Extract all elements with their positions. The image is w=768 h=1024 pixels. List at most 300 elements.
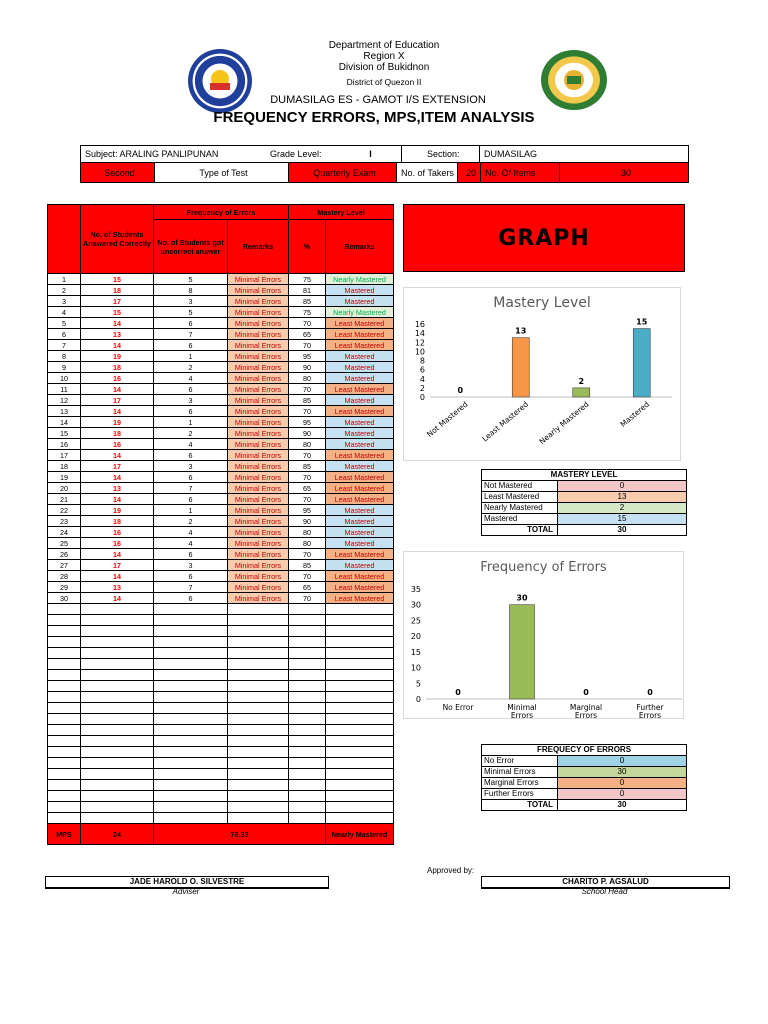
correct-count: 14 [81, 549, 154, 560]
graph-label: GRAPH [498, 225, 590, 251]
mastery-chart [403, 287, 681, 461]
error-remarks: Minimal Errors [228, 384, 289, 395]
empty-row [48, 604, 394, 615]
summary-total-value: 30 [558, 800, 687, 811]
percent: 70 [289, 472, 326, 483]
summary-label: No Error [482, 756, 558, 767]
incorrect-count: 6 [154, 318, 228, 329]
percent: 70 [289, 549, 326, 560]
correct-count: 17 [81, 395, 154, 406]
table-row [48, 593, 394, 604]
incorrect-count: 3 [154, 560, 228, 571]
incorrect-count: 7 [154, 483, 228, 494]
error-remarks: Minimal Errors [228, 549, 289, 560]
summary-value: 0 [558, 756, 687, 767]
incorrect-count: 6 [154, 571, 228, 582]
summary-row [482, 767, 687, 778]
category-label: Errors [510, 711, 534, 718]
school-head-name: CHARITO P. AGSALUD [481, 876, 730, 889]
data-label: 15 [636, 317, 648, 327]
percent: 70 [289, 318, 326, 329]
table-row [48, 549, 394, 560]
y-tick-label: 25 [410, 616, 421, 626]
percent: 65 [289, 329, 326, 340]
empty-row [48, 648, 394, 659]
empty-row [48, 802, 394, 813]
item-number: 8 [48, 351, 81, 362]
empty-row [48, 736, 394, 747]
summary-total-value: 30 [558, 525, 687, 536]
category-label: Nearly Mastered [537, 399, 591, 447]
mastery-remarks: Mastered [326, 296, 394, 307]
table-header-row [48, 205, 394, 220]
correct-count: 18 [81, 428, 154, 439]
error-remarks: Minimal Errors [228, 340, 289, 351]
table-row [48, 351, 394, 362]
mastery-remarks: Mastered [326, 527, 394, 538]
correct-count: 13 [81, 582, 154, 593]
mps-row [48, 824, 394, 845]
mastery-remarks: Nearly Mastered [326, 274, 394, 285]
incorrect-count: 5 [154, 307, 228, 318]
table-row [48, 472, 394, 483]
header-mastery-remarks: Remarks [326, 220, 394, 274]
empty-row [48, 670, 394, 681]
data-label: 0 [455, 688, 461, 697]
error-remarks: Minimal Errors [228, 538, 289, 549]
item-number: 9 [48, 362, 81, 373]
mastery-remarks: Least Mastered [326, 549, 394, 560]
table-row [48, 494, 394, 505]
correct-count: 16 [81, 439, 154, 450]
mps-correct: 24 [81, 824, 154, 845]
error-remarks: Minimal Errors [228, 461, 289, 472]
percent: 85 [289, 461, 326, 472]
data-label: 0 [457, 386, 464, 395]
item-number: 22 [48, 505, 81, 516]
percent: 70 [289, 384, 326, 395]
takers-value: 20 [457, 163, 480, 182]
header-frequency-errors: Frequency of Errors [154, 205, 289, 220]
empty-row [48, 615, 394, 626]
correct-count: 13 [81, 329, 154, 340]
table-row [48, 428, 394, 439]
section-value: DUMASILAG [479, 146, 688, 162]
error-remarks: Minimal Errors [228, 560, 289, 571]
percent: 80 [289, 527, 326, 538]
table-row [48, 318, 394, 329]
table-row [48, 340, 394, 351]
error-remarks: Minimal Errors [228, 296, 289, 307]
mastery-remarks: Mastered [326, 417, 394, 428]
adviser-name: JADE HAROLD O. SILVESTRE [45, 876, 329, 889]
item-number: 7 [48, 340, 81, 351]
correct-count: 14 [81, 494, 154, 505]
incorrect-count: 4 [154, 439, 228, 450]
incorrect-count: 3 [154, 461, 228, 472]
info-row-subject [80, 145, 689, 163]
table-row [48, 329, 394, 340]
header-district: District of Quezon II [346, 77, 422, 87]
percent: 90 [289, 428, 326, 439]
mastery-remarks: Least Mastered [326, 318, 394, 329]
error-remarks: Minimal Errors [228, 483, 289, 494]
item-number: 16 [48, 439, 81, 450]
empty-row [48, 791, 394, 802]
table-row [48, 461, 394, 472]
item-number: 26 [48, 549, 81, 560]
incorrect-count: 6 [154, 340, 228, 351]
item-number: 11 [48, 384, 81, 395]
mps-label: MPS [48, 824, 81, 845]
mastery-remarks: Nearly Mastered [326, 307, 394, 318]
page-title: FREQUENCY ERRORS, MPS,ITEM ANALYSIS [213, 109, 535, 126]
summary-row [482, 756, 687, 767]
mastery-remarks: Mastered [326, 351, 394, 362]
empty-row [48, 692, 394, 703]
item-number: 21 [48, 494, 81, 505]
error-remarks: Minimal Errors [228, 593, 289, 604]
item-number: 13 [48, 406, 81, 417]
percent: 95 [289, 351, 326, 362]
bar [510, 605, 535, 699]
data-label: 13 [515, 326, 527, 336]
error-remarks: Minimal Errors [228, 450, 289, 461]
mastery-remarks: Mastered [326, 560, 394, 571]
y-tick-label: 10 [414, 347, 425, 357]
incorrect-count: 6 [154, 549, 228, 560]
item-number: 27 [48, 560, 81, 571]
table-row [48, 362, 394, 373]
mastery-chart-svg [404, 288, 680, 460]
correct-count: 15 [81, 274, 154, 285]
summary-label: Nearly Mastered [482, 503, 558, 514]
header-percent: % [289, 220, 326, 274]
error-remarks: Minimal Errors [228, 494, 289, 505]
table-row [48, 274, 394, 285]
incorrect-count: 1 [154, 505, 228, 516]
header-division: Division of Bukidnon [338, 62, 430, 73]
incorrect-count: 7 [154, 329, 228, 340]
incorrect-count: 6 [154, 593, 228, 604]
percent: 70 [289, 571, 326, 582]
item-number: 10 [48, 373, 81, 384]
percent: 95 [289, 505, 326, 516]
approved-by-label: Approved by: [427, 866, 475, 875]
error-remarks: Minimal Errors [228, 318, 289, 329]
mastery-remarks: Least Mastered [326, 494, 394, 505]
incorrect-count: 2 [154, 428, 228, 439]
empty-row [48, 626, 394, 637]
header-incorrect: No. of Students got uncorrect answer [154, 220, 228, 274]
summary-label: Marginal Errors [482, 778, 558, 789]
percent: 95 [289, 417, 326, 428]
empty-row [48, 747, 394, 758]
percent: 65 [289, 582, 326, 593]
summary-label: Further Errors [482, 789, 558, 800]
mastery-remarks: Least Mastered [326, 450, 394, 461]
mastery-remarks: Least Mastered [326, 384, 394, 395]
correct-count: 14 [81, 450, 154, 461]
error-remarks: Minimal Errors [228, 571, 289, 582]
bar [633, 329, 650, 397]
category-label: Errors [574, 711, 598, 718]
bar [512, 338, 529, 397]
summary-row [482, 778, 687, 789]
mastery-remarks: Least Mastered [326, 472, 394, 483]
error-remarks: Minimal Errors [228, 428, 289, 439]
mastery-remarks: Least Mastered [326, 593, 394, 604]
item-number: 28 [48, 571, 81, 582]
mastery-remarks: Least Mastered [326, 406, 394, 417]
items-value: 30 [559, 163, 688, 182]
mastery-remarks: Least Mastered [326, 329, 394, 340]
y-tick-label: 10 [410, 663, 421, 673]
mastery-remarks: Mastered [326, 439, 394, 450]
y-tick-label: 0 [419, 393, 425, 402]
correct-count: 14 [81, 593, 154, 604]
table-row [48, 582, 394, 593]
errors-summary-table [481, 744, 687, 811]
correct-count: 15 [81, 307, 154, 318]
percent: 70 [289, 406, 326, 417]
correct-count: 18 [81, 516, 154, 527]
subject-cell: Subject: ARALING PANLIPUNAN [85, 149, 219, 159]
data-label: 0 [647, 688, 653, 697]
mastery-remarks: Least Mastered [326, 340, 394, 351]
error-remarks: Minimal Errors [228, 439, 289, 450]
table-row [48, 307, 394, 318]
y-tick-label: 4 [419, 374, 425, 384]
correct-count: 13 [81, 483, 154, 494]
mastery-remarks: Least Mastered [326, 571, 394, 582]
percent: 75 [289, 274, 326, 285]
table-row [48, 538, 394, 549]
y-tick-label: 35 [410, 585, 421, 594]
incorrect-count: 8 [154, 285, 228, 296]
incorrect-count: 1 [154, 351, 228, 362]
incorrect-count: 6 [154, 494, 228, 505]
incorrect-count: 6 [154, 406, 228, 417]
error-remarks: Minimal Errors [228, 395, 289, 406]
percent: 70 [289, 340, 326, 351]
y-tick-label: 14 [414, 329, 425, 339]
y-tick-label: 6 [419, 365, 425, 375]
incorrect-count: 4 [154, 373, 228, 384]
summary-row [482, 492, 687, 503]
mastery-remarks: Mastered [326, 516, 394, 527]
header-remarks: Remarks [228, 220, 289, 274]
category-label: Errors [638, 711, 662, 718]
correct-count: 19 [81, 351, 154, 362]
table-row [48, 450, 394, 461]
percent: 65 [289, 483, 326, 494]
category-label: Marginal [569, 703, 603, 712]
incorrect-count: 6 [154, 450, 228, 461]
table-row [48, 285, 394, 296]
correct-count: 14 [81, 318, 154, 329]
info-row-test [80, 162, 689, 183]
summary-value: 15 [558, 514, 687, 525]
correct-count: 16 [81, 527, 154, 538]
item-number: 20 [48, 483, 81, 494]
summary-value: 0 [558, 778, 687, 789]
percent: 85 [289, 395, 326, 406]
mastery-remarks: Mastered [326, 285, 394, 296]
mps-percent: 78.33 [154, 824, 326, 845]
type-value: Quarterly Exam [288, 163, 396, 182]
error-remarks: Minimal Errors [228, 516, 289, 527]
incorrect-count: 4 [154, 538, 228, 549]
mastery-remarks: Mastered [326, 461, 394, 472]
section-label: Section: [401, 146, 479, 162]
item-number: 25 [48, 538, 81, 549]
category-label: Least Mastered [480, 399, 531, 444]
incorrect-count: 6 [154, 384, 228, 395]
category-label: Mastered [618, 399, 652, 429]
empty-row [48, 659, 394, 670]
error-remarks: Minimal Errors [228, 406, 289, 417]
grade-label: Grade Level: [270, 149, 322, 159]
mastery-remarks: Mastered [326, 538, 394, 549]
correct-count: 16 [81, 373, 154, 384]
item-number: 18 [48, 461, 81, 472]
correct-count: 17 [81, 560, 154, 571]
table-row [48, 571, 394, 582]
error-remarks: Minimal Errors [228, 505, 289, 516]
item-number: 23 [48, 516, 81, 527]
error-remarks: Minimal Errors [228, 285, 289, 296]
percent: 90 [289, 362, 326, 373]
error-remarks: Minimal Errors [228, 274, 289, 285]
summary-total-label: TOTAL [482, 800, 558, 811]
summary-row [482, 481, 687, 492]
summary-row [482, 789, 687, 800]
incorrect-count: 1 [154, 417, 228, 428]
summary-value: 13 [558, 492, 687, 503]
summary-total-label: TOTAL [482, 525, 558, 536]
takers-label: No. of Takers [396, 163, 457, 182]
y-tick-label: 0 [415, 695, 421, 704]
empty-row [48, 813, 394, 824]
category-label: No Error [442, 703, 474, 712]
correct-count: 17 [81, 461, 154, 472]
summary-row [482, 503, 687, 514]
incorrect-count: 7 [154, 582, 228, 593]
adviser-role: Adviser [172, 887, 200, 896]
percent: 70 [289, 494, 326, 505]
correct-count: 19 [81, 417, 154, 428]
type-label: Type of Test [154, 163, 288, 182]
empty-row [48, 758, 394, 769]
item-number: 15 [48, 428, 81, 439]
empty-row [48, 780, 394, 791]
category-label: Minimal [507, 703, 537, 712]
frequency-chart-svg [404, 552, 683, 718]
item-number: 19 [48, 472, 81, 483]
incorrect-count: 5 [154, 274, 228, 285]
error-remarks: Minimal Errors [228, 417, 289, 428]
item-number: 30 [48, 593, 81, 604]
data-label: 0 [583, 688, 589, 697]
empty-row [48, 714, 394, 725]
mastery-remarks: Mastered [326, 428, 394, 439]
table-row [48, 560, 394, 571]
table-row [48, 384, 394, 395]
summary-label: Mastered [482, 514, 558, 525]
summary-total-row [482, 525, 687, 536]
correct-count: 19 [81, 505, 154, 516]
items-label: No. Of Items [480, 163, 559, 182]
item-number: 29 [48, 582, 81, 593]
y-tick-label: 5 [415, 679, 421, 689]
mastery-remarks: Least Mastered [326, 582, 394, 593]
quarter-cell: Second [81, 163, 154, 182]
y-tick-label: 30 [410, 600, 421, 610]
frequency-chart-title: Frequency of Errors [480, 560, 607, 575]
empty-row [48, 681, 394, 692]
y-tick-label: 20 [410, 632, 421, 642]
summary-value: 0 [558, 481, 687, 492]
correct-count: 14 [81, 384, 154, 395]
incorrect-count: 2 [154, 362, 228, 373]
item-number: 17 [48, 450, 81, 461]
summary-value: 0 [558, 789, 687, 800]
table-row [48, 373, 394, 384]
item-number: 2 [48, 285, 81, 296]
summary-total-row [482, 800, 687, 811]
error-remarks: Minimal Errors [228, 472, 289, 483]
empty-row [48, 637, 394, 648]
bar [573, 388, 590, 397]
incorrect-count: 4 [154, 527, 228, 538]
item-analysis-table [47, 204, 394, 845]
item-number: 3 [48, 296, 81, 307]
percent: 80 [289, 439, 326, 450]
correct-count: 18 [81, 362, 154, 373]
summary-label: Minimal Errors [482, 767, 558, 778]
table-row [48, 516, 394, 527]
y-tick-label: 16 [414, 320, 425, 329]
errors-summary-title: FREQUECY OF ERRORS [482, 745, 687, 756]
error-remarks: Minimal Errors [228, 582, 289, 593]
correct-count: 18 [81, 285, 154, 296]
table-row [48, 527, 394, 538]
y-tick-label: 15 [410, 647, 421, 657]
percent: 70 [289, 593, 326, 604]
table-row [48, 406, 394, 417]
graph-banner [403, 204, 685, 272]
incorrect-count: 3 [154, 395, 228, 406]
error-remarks: Minimal Errors [228, 527, 289, 538]
mps-remarks: Nearly Mastered [326, 824, 394, 845]
mastery-summary-title: MASTERY LEVEL [482, 470, 687, 481]
mastery-remarks: Least Mastered [326, 483, 394, 494]
table-row [48, 439, 394, 450]
header-region: Region X [363, 51, 405, 62]
correct-count: 14 [81, 571, 154, 582]
empty-row [48, 703, 394, 714]
frequency-chart [403, 551, 684, 719]
data-label: 30 [516, 593, 528, 603]
percent: 85 [289, 560, 326, 571]
item-number: 4 [48, 307, 81, 318]
header-department: Department of Education [328, 40, 440, 51]
correct-count: 14 [81, 472, 154, 483]
empty-row [48, 769, 394, 780]
percent: 70 [289, 450, 326, 461]
error-remarks: Minimal Errors [228, 307, 289, 318]
